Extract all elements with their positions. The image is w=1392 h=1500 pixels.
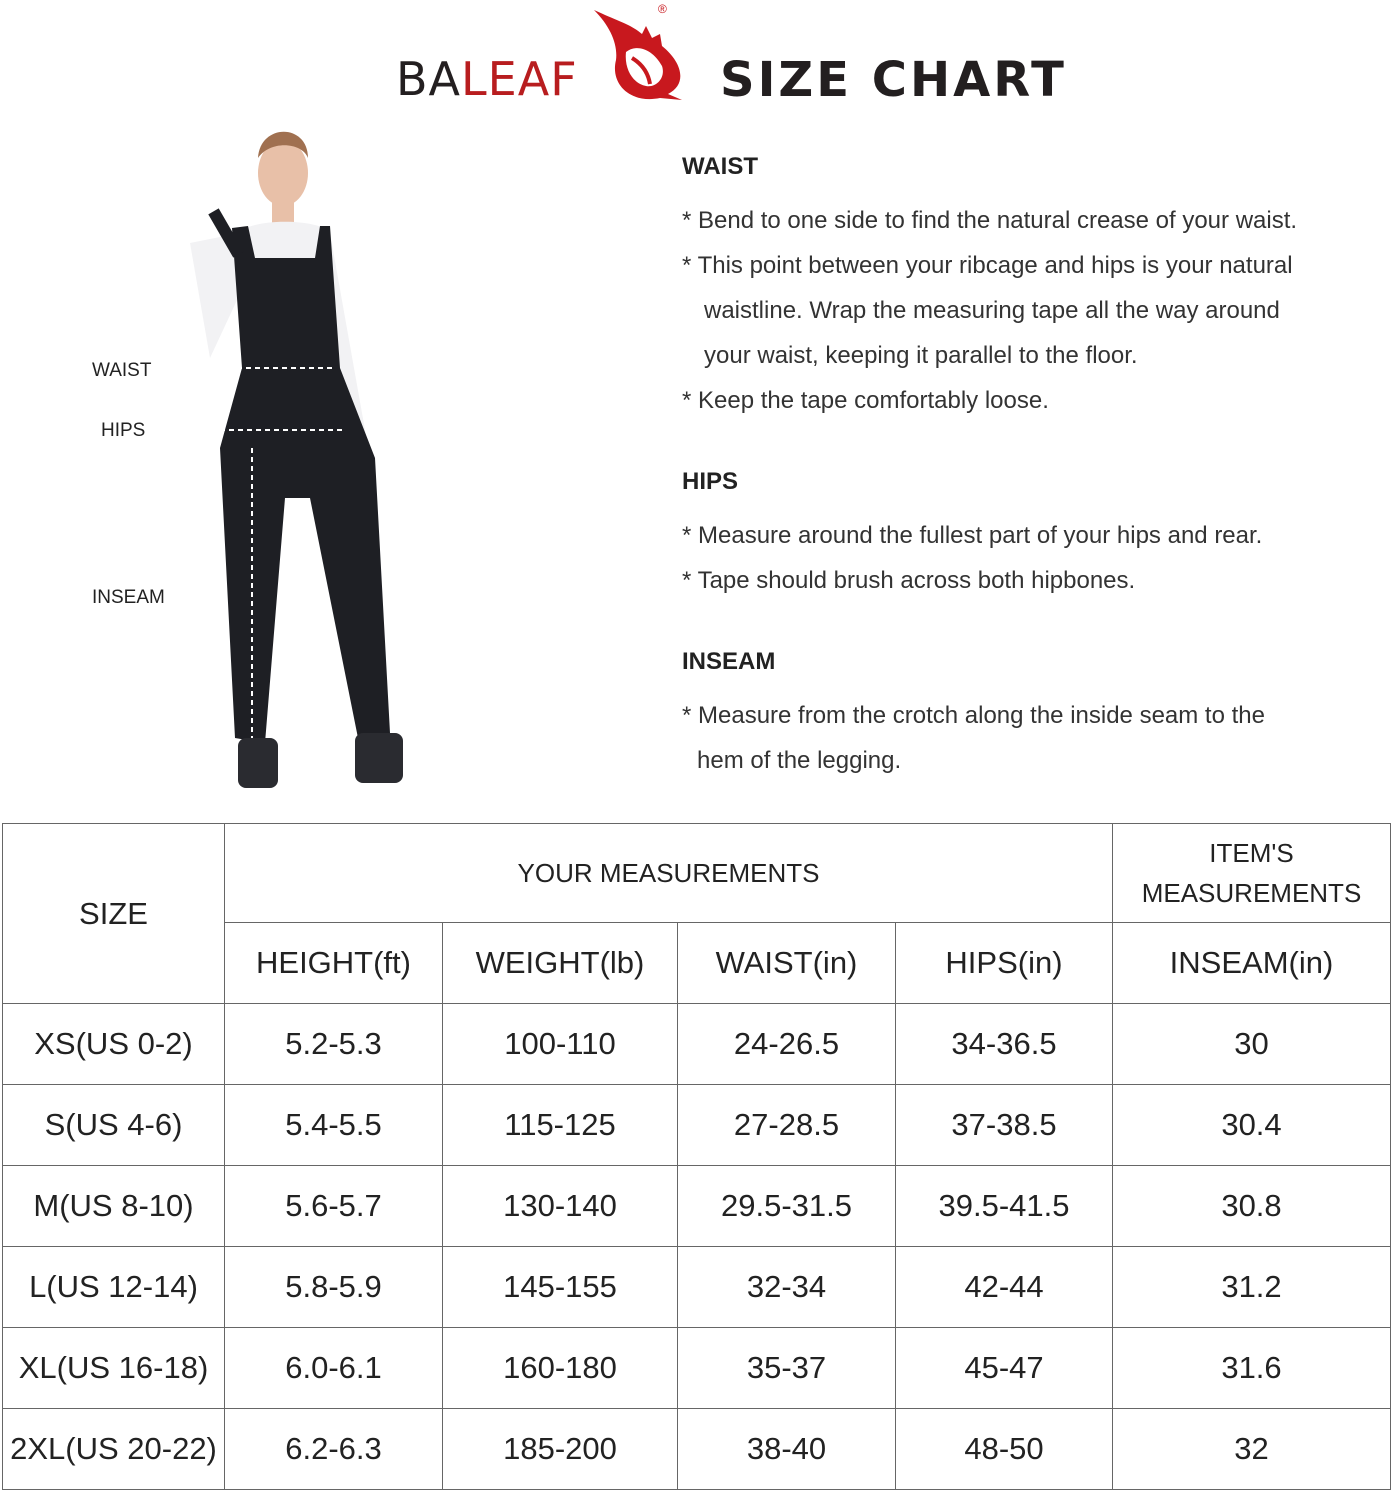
figure-label-inseam: INSEAM bbox=[92, 587, 165, 608]
measurement-cell: 39.5-41.5 bbox=[896, 1166, 1113, 1247]
measurement-cell: 48-50 bbox=[896, 1409, 1113, 1490]
size-cell: M(US 8-10) bbox=[3, 1166, 225, 1247]
column-header: INSEAM(in) bbox=[1113, 923, 1391, 1004]
measurement-cell: 30 bbox=[1113, 1004, 1391, 1085]
figure-label-waist: WAIST bbox=[92, 360, 152, 381]
size-cell: XL(US 16-18) bbox=[3, 1328, 225, 1409]
inseam-heading: INSEAM bbox=[682, 648, 776, 675]
measurement-cell: 38-40 bbox=[678, 1409, 896, 1490]
figure-label-hips: HIPS bbox=[101, 420, 146, 441]
column-header: HIPS(in) bbox=[896, 923, 1113, 1004]
instruction-line: * Tape should brush across both hipbones. bbox=[682, 567, 1136, 594]
measurement-cell: 100-110 bbox=[443, 1004, 678, 1085]
instruction-line: your waist, keeping it parallel to the floor. bbox=[704, 342, 1138, 369]
waist-section bbox=[682, 153, 1382, 423]
table-row bbox=[3, 1328, 1391, 1409]
measurement-cell: 32 bbox=[1113, 1409, 1391, 1490]
size-cell: XS(US 0-2) bbox=[3, 1004, 225, 1085]
column-header: WAIST(in) bbox=[678, 923, 896, 1004]
measurement-cell: 6.2-6.3 bbox=[225, 1409, 443, 1490]
page-title: SIZE CHART bbox=[720, 52, 1067, 108]
measurement-cell: 27-28.5 bbox=[678, 1085, 896, 1166]
measurement-cell: 145-155 bbox=[443, 1247, 678, 1328]
measurement-cell: 30.4 bbox=[1113, 1085, 1391, 1166]
measurement-cell: 5.2-5.3 bbox=[225, 1004, 443, 1085]
instruction-line: * Measure around the fullest part of your hips and rear. bbox=[682, 522, 1263, 549]
instruction-line: waistline. Wrap the measuring tape all the way around bbox=[704, 297, 1280, 324]
brand-suffix: LEAF bbox=[461, 52, 578, 106]
table-row bbox=[3, 1166, 1391, 1247]
table-header-row bbox=[3, 824, 1391, 923]
measurement-cell: 29.5-31.5 bbox=[678, 1166, 896, 1247]
brand-logo-text bbox=[396, 52, 578, 106]
table-row bbox=[3, 1085, 1391, 1166]
measurement-cell: 185-200 bbox=[443, 1409, 678, 1490]
instruction-line: hem of the legging. bbox=[697, 747, 902, 774]
model-figure-illustration bbox=[180, 118, 430, 808]
size-cell: 2XL(US 20-22) bbox=[3, 1409, 225, 1490]
brand-prefix: BA bbox=[396, 52, 462, 106]
measurement-cell: 37-38.5 bbox=[896, 1085, 1113, 1166]
measurement-cell: 160-180 bbox=[443, 1328, 678, 1409]
instruction-line: * Keep the tape comfortably loose. bbox=[682, 387, 1049, 414]
table-row bbox=[3, 1409, 1391, 1490]
size-chart-table bbox=[2, 823, 1391, 1490]
instruction-line: * Measure from the crotch along the inside seam to the bbox=[682, 702, 1265, 729]
measurement-cell: 5.6-5.7 bbox=[225, 1166, 443, 1247]
measurement-cell: 34-36.5 bbox=[896, 1004, 1113, 1085]
column-header: WEIGHT(lb) bbox=[443, 923, 678, 1004]
your-measurements-header: YOUR MEASUREMENTS bbox=[225, 824, 1113, 923]
registered-mark: ® bbox=[658, 2, 667, 16]
column-header: HEIGHT(ft) bbox=[225, 923, 443, 1004]
hips-heading: HIPS bbox=[682, 468, 739, 495]
measurement-cell: 115-125 bbox=[443, 1085, 678, 1166]
measurement-cell: 42-44 bbox=[896, 1247, 1113, 1328]
leaf-flame-logo-icon bbox=[590, 4, 690, 104]
table-row bbox=[3, 1247, 1391, 1328]
measurement-cell: 32-34 bbox=[678, 1247, 896, 1328]
inseam-section bbox=[682, 648, 1382, 783]
measurement-cell: 5.8-5.9 bbox=[225, 1247, 443, 1328]
measurement-cell: 35-37 bbox=[678, 1328, 896, 1409]
measurement-cell: 31.2 bbox=[1113, 1247, 1391, 1328]
measurement-cell: 31.6 bbox=[1113, 1328, 1391, 1409]
measurement-cell: 6.0-6.1 bbox=[225, 1328, 443, 1409]
measurement-cell: 45-47 bbox=[896, 1328, 1113, 1409]
size-cell: S(US 4-6) bbox=[3, 1085, 225, 1166]
measurement-cell: 130-140 bbox=[443, 1166, 678, 1247]
hips-section bbox=[682, 468, 1382, 603]
instruction-line: * This point between your ribcage and hips is your natural bbox=[682, 252, 1293, 279]
items-measurements-header: ITEM'S MEASUREMENTS bbox=[1113, 824, 1391, 923]
measurement-cell: 24-26.5 bbox=[678, 1004, 896, 1085]
size-header: SIZE bbox=[3, 824, 225, 1004]
size-cell: L(US 12-14) bbox=[3, 1247, 225, 1328]
table-row bbox=[3, 1004, 1391, 1085]
measurement-cell: 30.8 bbox=[1113, 1166, 1391, 1247]
instruction-line: * Bend to one side to find the natural crease of your waist. bbox=[682, 207, 1298, 234]
measurement-cell: 5.4-5.5 bbox=[225, 1085, 443, 1166]
waist-heading: WAIST bbox=[682, 153, 758, 180]
